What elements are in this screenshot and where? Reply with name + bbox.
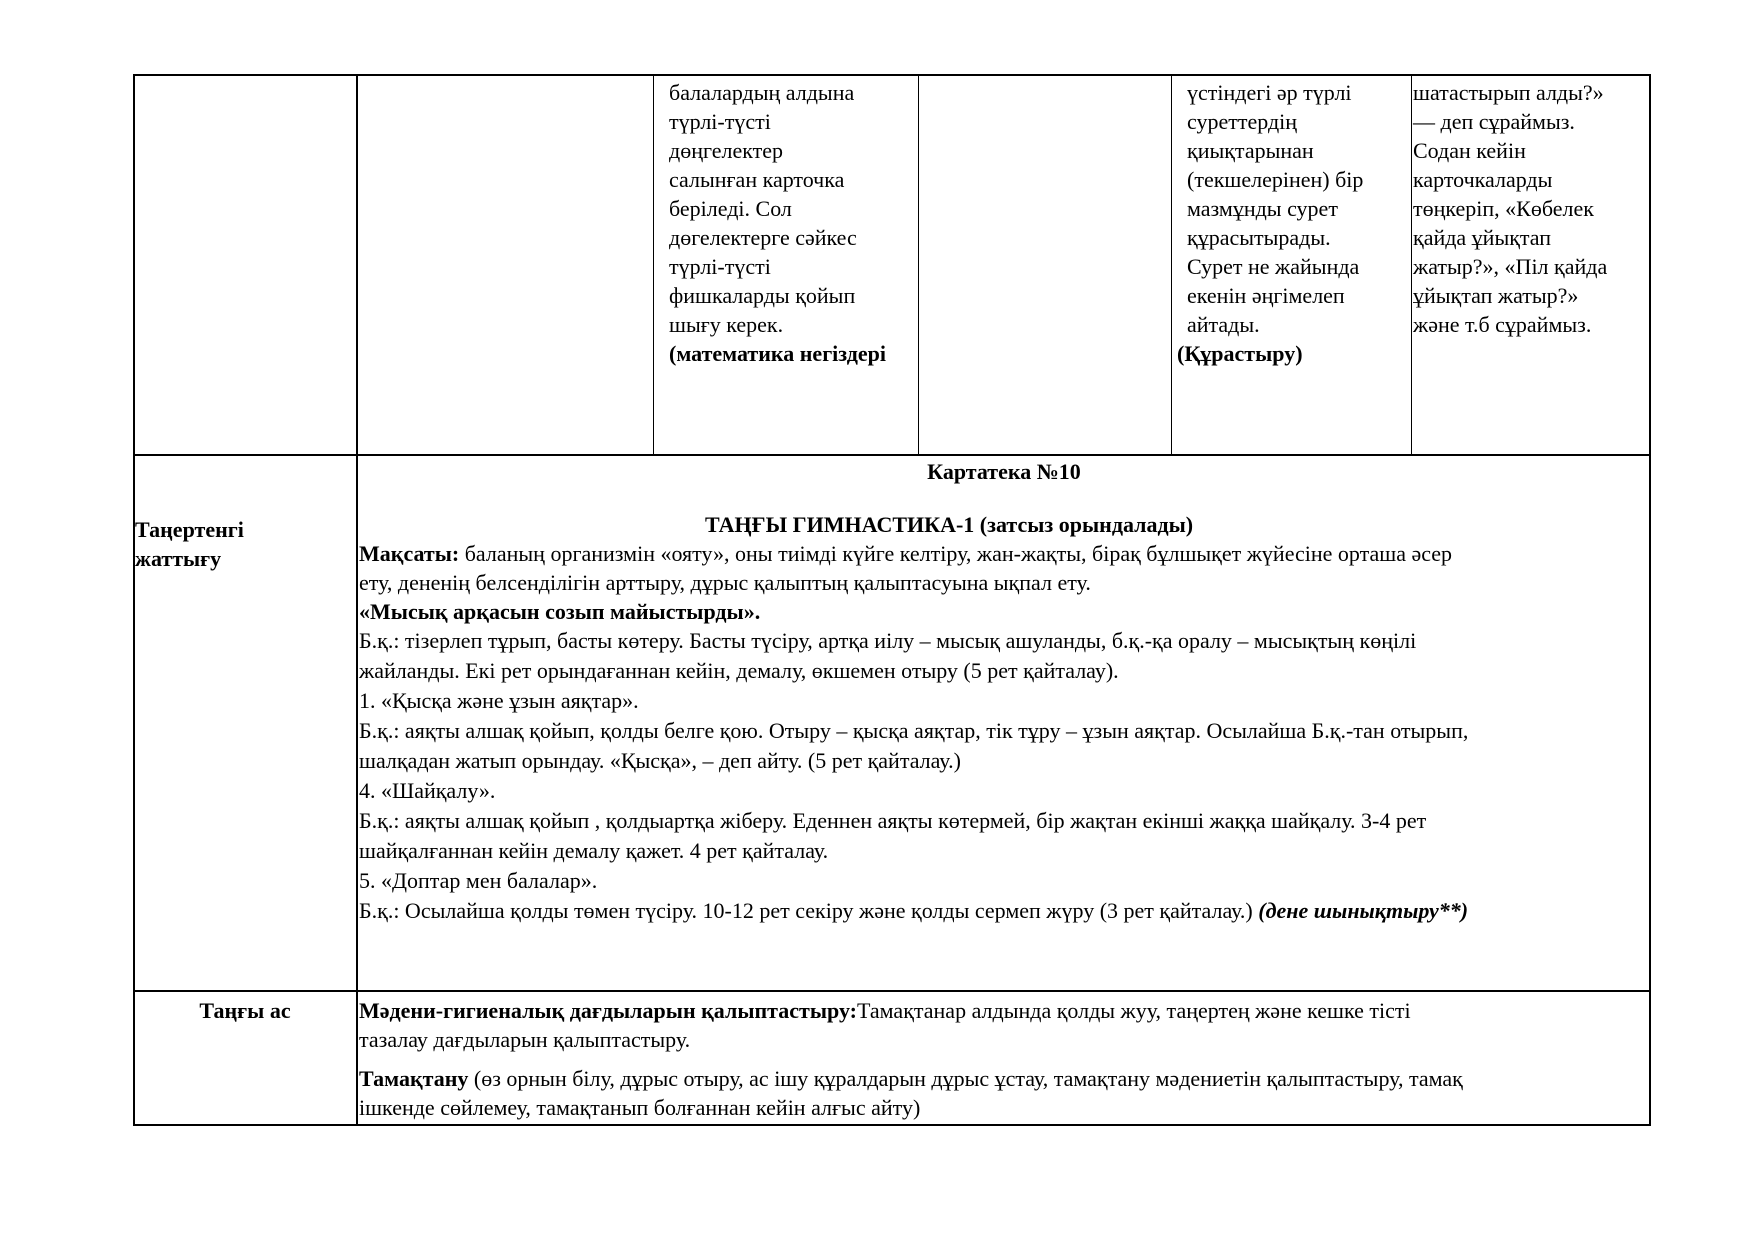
cell-line: салынған карточка — [669, 167, 845, 192]
cell-line: үстіндегі әр түрлі — [1187, 80, 1352, 105]
food-label: Тамақтану — [359, 1066, 469, 1091]
subject-tag: (дене шынықтыру**) — [1258, 898, 1469, 923]
col-divider — [1171, 74, 1172, 455]
exercise-line: 1. «Қысқа және ұзын аяқтар». — [359, 688, 639, 713]
exercise-line: шалқадан жатып орындау. «Қысқа», – деп айту. (5 рет қайталау.) — [359, 748, 961, 773]
exercise-line: Б.қ.: аяқты алшақ қойып, қолды белге қою. Отыру – қысқа аяқтар, тік тұру – ұзын аяқтар. Осылайша Б.қ.-тан отырып, — [359, 718, 1469, 743]
row-label-line: Таңғы ас — [199, 998, 291, 1023]
cell-line: Содан кейін — [1413, 138, 1526, 163]
exercise-line: 5. «Доптар мен балалар». — [359, 868, 598, 893]
activity-cell-math — [669, 78, 919, 368]
cell-line: құрасытырады. — [1187, 225, 1331, 250]
exercise-line: шайқалғаннан кейін демалу қажет. 4 рет қайталау. — [359, 838, 829, 863]
row-label-breakfast — [135, 996, 355, 1025]
cell-line: төңкеріп, «Көбелек — [1413, 196, 1594, 221]
breakfast-content — [359, 996, 1649, 1122]
table-border-bottom — [133, 1124, 1651, 1126]
cell-line: мазмұнды сурет — [1187, 196, 1338, 221]
exercise-line: Б.қ.: аяқты алшақ қойып , қолдыартқа жіберу. Еденнен аяқты көтермей, бір жақтан екінші жаққа шайқалу. 3-4 рет — [359, 808, 1427, 833]
hygiene-text: Тамақтанар алдында қолды жуу, таңертең және кешке тісті — [857, 998, 1411, 1023]
cell-line: шатастырып алды?» — [1413, 80, 1604, 105]
goal-line: ету, дененің белсенділігін арттыру, дұрыс қалыптың қалыптасуына ықпал ету. — [359, 570, 1091, 595]
row-divider — [133, 990, 1651, 992]
food-line: ішкенде сөйлемеу, тамақтанып болғаннан кейін алғыс айту) — [359, 1095, 921, 1120]
exercise-line: жайланды. Екі рет орындағаннан кейін, демалу, өкшемен отыру (5 рет қайталау). — [359, 658, 1119, 683]
goal-label: Мақсаты: — [359, 541, 460, 566]
card-title: Картатека №10 — [927, 459, 1081, 484]
exercise-line: Б.қ.: тізерлеп тұрып, басты көтеру. Басты түсіру, артқа иілу – мысық ашуланды, б.қ.-қа оралу – мысықтың көңілі — [359, 628, 1417, 653]
cell-line: дөгелектерге сәйкес — [669, 225, 857, 250]
cell-line: жатыр?», «Піл қайда — [1413, 254, 1608, 279]
cell-line: және т.б сұраймыз. — [1413, 312, 1592, 337]
exercise-title: «Мысық арқасын созып майыстырды». — [359, 599, 761, 624]
row-label-morning-exercise — [135, 515, 355, 573]
gymnastics-content — [359, 456, 1649, 926]
table-border-right — [1649, 74, 1651, 1126]
food-line — [359, 1064, 1649, 1093]
activity-cell-construction — [1173, 78, 1409, 368]
table-border-top — [133, 74, 1651, 76]
cell-line: карточкаларды — [1413, 167, 1553, 192]
hygiene-label: Мәдени-гигиеналық дағдыларын қалыптастыру: — [359, 998, 857, 1023]
cell-line: қайда ұйықтап — [1413, 225, 1552, 250]
cell-line: балалардың алдына — [669, 80, 855, 105]
cell-line: екенін әңгімелеп — [1187, 283, 1345, 308]
cell-line: ұйықтап жатыр?» — [1413, 283, 1579, 308]
cell-line: қиықтарынан — [1187, 138, 1314, 163]
cell-line: беріледі. Сол — [669, 196, 792, 221]
goal-text: баланың организмін «ояту», оны тиімді күйге келтіру, жан-жақты, бірақ бұлшықет жүйесіне орташа әсер — [459, 541, 1453, 566]
cell-line: (текшелерінен) бір — [1187, 167, 1364, 192]
cell-line: шығу керек. — [669, 312, 784, 337]
col-divider — [356, 74, 358, 1126]
cell-line: — деп сұраймыз. — [1413, 109, 1575, 134]
cell-line: түрлі-түсті — [669, 109, 771, 134]
gymnastics-title: ТАҢҒЫ ГИМНАСТИКА-1 (затсыз орындалады) — [705, 512, 1194, 537]
food-text: (өз орнын білу, дұрыс отыру, ас ішу құралдарын дұрыс ұстау, тамақтану мәдениетін қалыптастыру, тамақ — [468, 1066, 1463, 1091]
exercise-line — [359, 896, 1649, 926]
cell-line: түрлі-түсті — [669, 254, 771, 279]
schedule-table — [133, 74, 1651, 1126]
table-border-left — [133, 74, 135, 1126]
exercise-line: 4. «Шайқалу». — [359, 778, 496, 803]
subject-tag: (Құрастыру) — [1177, 341, 1303, 366]
activity-cell-questions — [1413, 78, 1649, 339]
row-label-line: Таңертенгі — [135, 517, 244, 542]
exercise-text: Б.қ.: Осылайша қолды төмен түсіру. 10-12 рет секіру және қолды сермеп жүру (3 рет қайталау.) — [359, 898, 1259, 923]
cell-line: дөңгелектер — [669, 138, 783, 163]
row-label-line: жаттығу — [135, 546, 222, 571]
cell-line: Сурет не жайында — [1187, 254, 1360, 279]
subject-tag: (математика негіздері — [669, 341, 886, 366]
cell-line: айтады. — [1187, 312, 1260, 337]
goal-line — [359, 539, 1649, 568]
cell-line: фишкаларды қойып — [669, 283, 856, 308]
col-divider — [653, 74, 654, 455]
hygiene-line — [359, 996, 1649, 1025]
col-divider — [1411, 74, 1412, 455]
cell-line: суреттердің — [1187, 109, 1298, 134]
hygiene-line: тазалау дағдыларын қалыптастыру. — [359, 1027, 691, 1052]
